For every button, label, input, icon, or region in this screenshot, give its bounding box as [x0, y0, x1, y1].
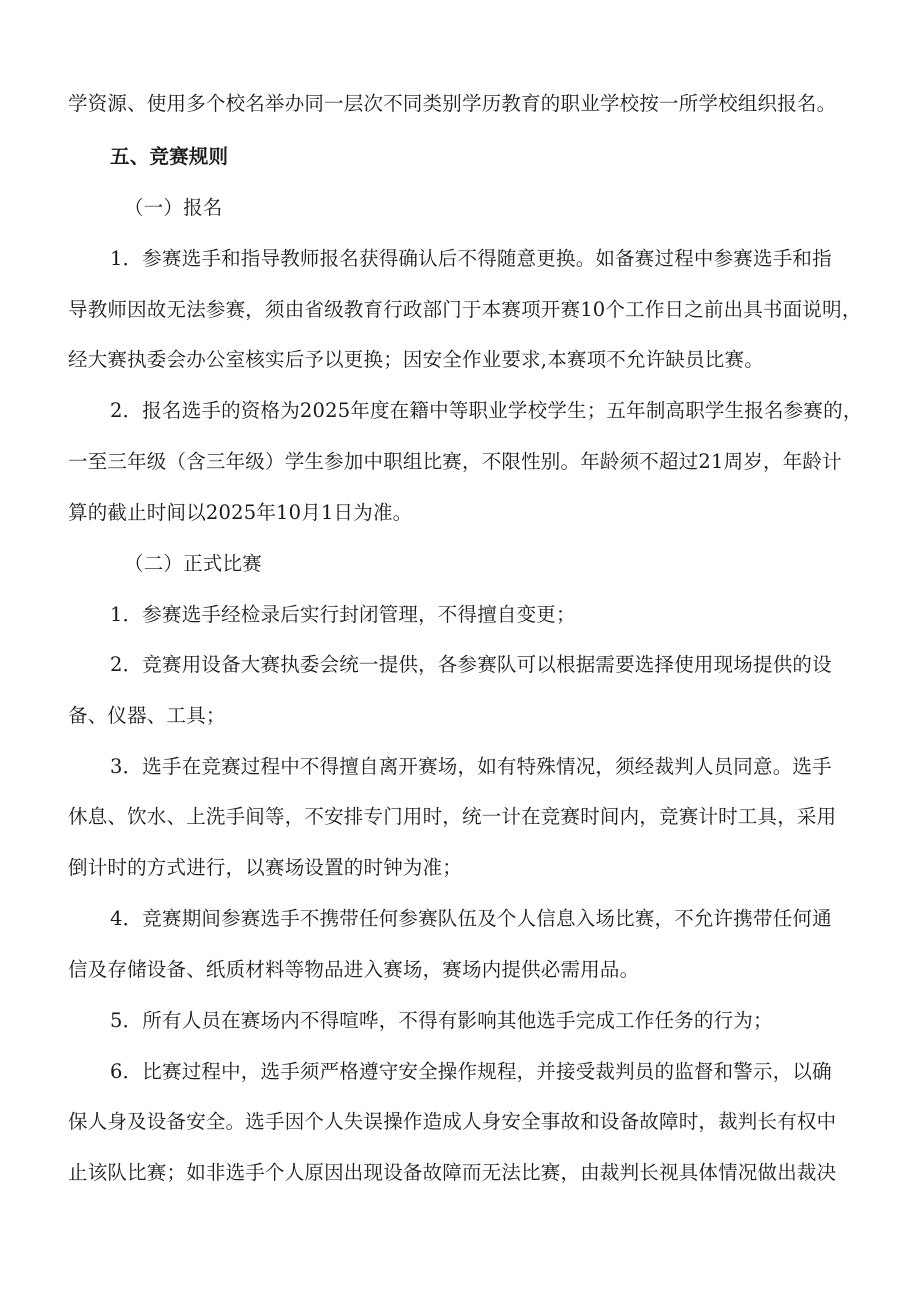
list-item-line: 2．报名选手的资格为2025年度在籍中等职业学校学生；五年制高职学生报名参赛的， [110, 399, 863, 422]
section-heading: 五、竞赛规则 [110, 145, 229, 168]
paragraph-line: 导教师因故无法参赛，须由省级教育行政部门于本赛项开赛10个工作日之前出具书面说明， [68, 298, 862, 321]
paragraph-line: 学资源、使用多个校名举办同一层次不同类别学历教育的职业学校按一所学校组织报名。 [68, 92, 837, 115]
subsection-heading: （一）报名 [124, 196, 223, 219]
paragraph-line: 经大赛执委会办公室核实后予以更换；因安全作业要求,本赛项不允许缺员比赛。 [68, 348, 764, 371]
list-item-line: 2．竞赛用设备大赛执委会统一提供，各参赛队可以根据需要选择使用现场提供的设 [110, 653, 832, 676]
subsection-heading: （二）正式比赛 [124, 552, 262, 575]
paragraph-line: 信及存储设备、纸质材料等物品进入赛场，赛场内提供必需用品。 [68, 958, 640, 981]
paragraph-line: 备、仪器、工具； [68, 704, 226, 727]
paragraph-line: 止该队比赛；如非选手个人原因出现设备故障而无法比赛，由裁判长视具体情况做出裁决 [68, 1161, 837, 1184]
paragraph-line: 倒计时的方式进行，以赛场设置的时钟为准； [68, 856, 463, 879]
list-item-line: 1．参赛选手和指导教师报名获得确认后不得随意更换。如备赛过程中参赛选手和指 [110, 247, 832, 270]
paragraph-line: 一至三年级（含三年级）学生参加中职组比赛，不限性别。年龄须不超过21周岁，年龄计 [68, 450, 842, 473]
list-item-line: 4．竞赛期间参赛选手不携带任何参赛队伍及个人信息入场比赛，不允许携带任何通 [110, 907, 832, 930]
list-item-line: 5．所有人员在赛场内不得喧哗，不得有影响其他选手完成工作任务的行为； [110, 1009, 773, 1032]
paragraph-line: 算的截止时间以2025年10月1日为准。 [68, 501, 413, 524]
paragraph-line: 保人身及设备安全。选手因个人失误操作造成人身安全事故和设备故障时，裁判长有权中 [68, 1110, 837, 1133]
list-item-line: 1．参赛选手经检录后实行封闭管理，不得擅自变更； [110, 603, 576, 626]
list-item-line: 3．选手在竞赛过程中不得擅自离开赛场，如有特殊情况，须经裁判人员同意。选手 [110, 755, 832, 778]
paragraph-line: 休息、饮水、上洗手间等，不安排专门用时，统一计在竞赛时间内，竞赛计时工具，采用 [68, 805, 837, 828]
list-item-line: 6．比赛过程中，选手须严格遵守安全操作规程，并接受裁判员的监督和警示，以确 [110, 1060, 832, 1083]
